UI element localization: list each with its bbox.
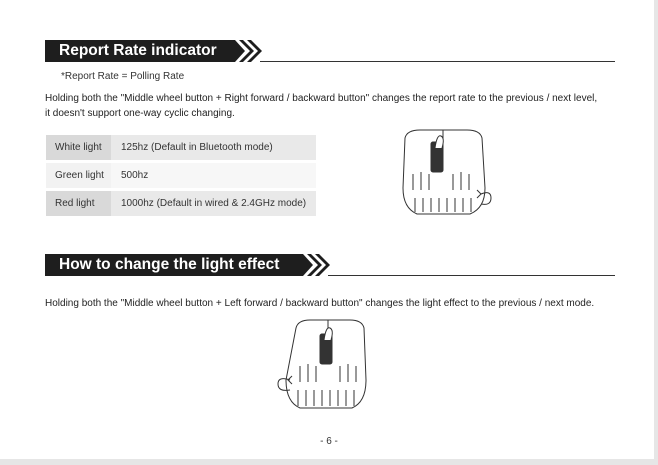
header-rule — [260, 61, 615, 62]
header-rule — [328, 275, 615, 276]
table-row — [46, 191, 316, 216]
table-row — [46, 163, 316, 188]
rate-value: 1000hz (Default in wired & 2.4GHz mode) — [111, 191, 316, 216]
light-rate-table — [46, 135, 316, 219]
rate-value: 500hz — [111, 163, 316, 188]
section-title: Report Rate indicator — [45, 40, 225, 62]
header-stripes-decoration — [291, 254, 335, 276]
light-effect-header — [45, 254, 615, 276]
report-rate-description — [45, 91, 625, 121]
polling-rate-note: *Report Rate = Polling Rate — [61, 71, 185, 82]
section-title: How to change the light effect — [45, 254, 293, 276]
description-line: it doesn't support one-way cyclic changing. — [45, 108, 235, 119]
light-name: Red light — [46, 191, 111, 216]
mouse-right-button-illustration — [395, 128, 495, 216]
light-name: Green light — [46, 163, 111, 188]
page-edge-right — [654, 0, 658, 465]
mouse-left-button-illustration — [272, 318, 372, 410]
light-effect-description: Holding both the "Middle wheel button + Left forward / backward button" changes the light effect to the previous / next mode. — [45, 298, 595, 309]
page-edge-bottom — [0, 459, 658, 465]
header-stripes-decoration — [223, 40, 267, 62]
light-name: White light — [46, 135, 111, 160]
page-number: - 6 - — [320, 436, 338, 447]
description-line: Holding both the "Middle wheel button + Right forward / backward button" changes the report rate to the previous / next level, — [45, 93, 598, 104]
report-rate-header — [45, 40, 615, 62]
rate-value: 125hz (Default in Bluetooth mode) — [111, 135, 316, 160]
table-row — [46, 135, 316, 160]
